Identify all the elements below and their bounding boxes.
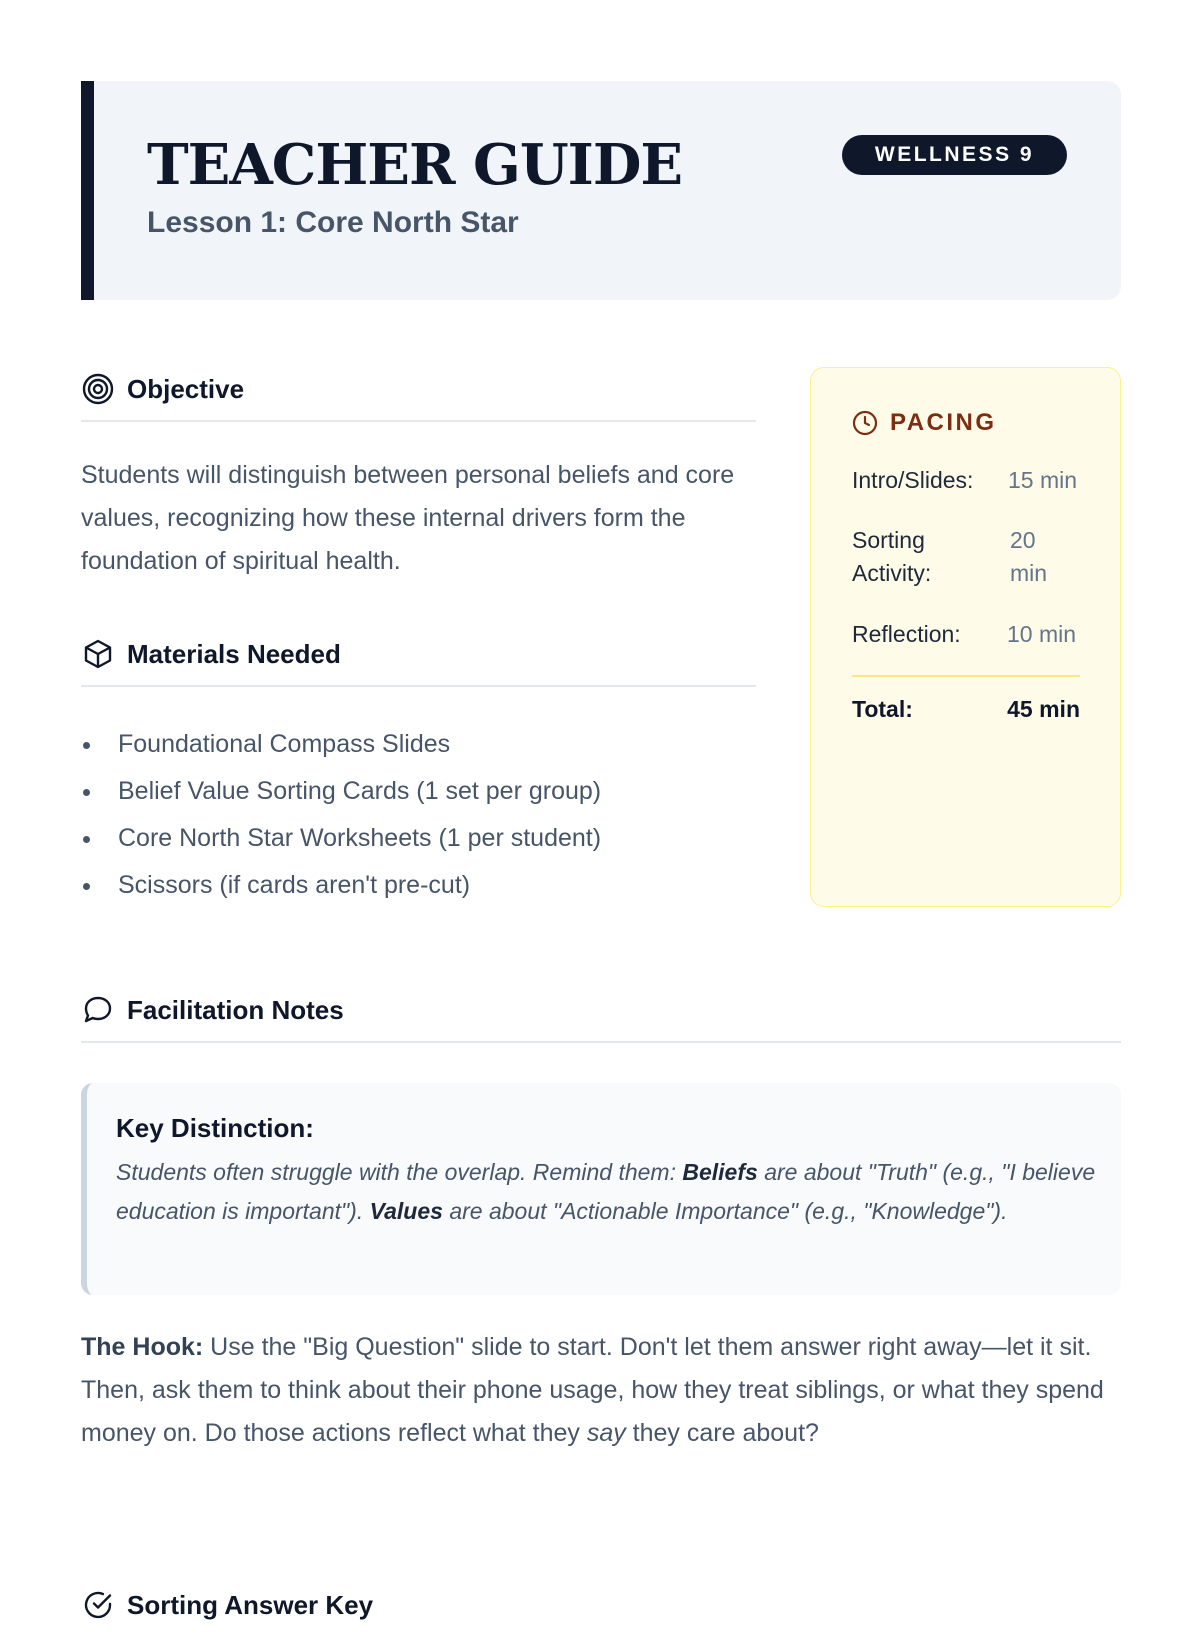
- clock-icon: [852, 410, 878, 436]
- list-item: Core North Star Worksheets (1 per student): [81, 815, 756, 862]
- pacing-row: [852, 464, 1080, 498]
- pacing-row-value: 10 min: [1007, 621, 1077, 647]
- callout-text: are about "Actionable Importance" (e.g., "Knowledge").: [442, 1197, 1008, 1224]
- callout-term-values: Values: [369, 1197, 443, 1224]
- pacing-total-row: [852, 693, 1080, 727]
- hook-text: Use the "Big Question" slide to start. Don't let them answer right away—let it sit. Then, ask them to think about their phone usage, how they treat siblings, or what they spend money on. Do those actions reflect what they: [81, 1333, 1104, 1447]
- answer-key-heading: [81, 1579, 1121, 1637]
- hook-lead: The Hook:: [81, 1333, 204, 1361]
- list-item: Scissors (if cards aren't pre-cut): [81, 862, 756, 909]
- hook-emphasis: say: [586, 1419, 626, 1447]
- pacing-heading: [852, 409, 997, 437]
- pacing-heading-label: PACING: [890, 409, 997, 436]
- hook-tail: they care about?: [625, 1419, 819, 1447]
- speech-bubble-icon: [81, 993, 115, 1027]
- pacing-row: [852, 618, 1080, 652]
- header-accent-bar: [81, 81, 94, 300]
- materials-heading-label: Materials Needed: [127, 638, 341, 669]
- lesson-subtitle: Lesson 1: Core North Star: [147, 206, 519, 239]
- pacing-row-label: Sorting Activity:: [852, 527, 932, 586]
- pacing-divider: [852, 675, 1080, 677]
- course-badge: WELLNESS 9: [842, 135, 1067, 175]
- materials-list: [81, 721, 756, 909]
- page-title: TEACHER GUIDE: [147, 132, 683, 198]
- callout-title: Key Distinction:: [116, 1113, 314, 1143]
- check-circle-icon: [81, 1588, 115, 1622]
- pacing-row-value: 20 min: [1010, 527, 1048, 586]
- facilitation-heading-label: Facilitation Notes: [127, 994, 344, 1025]
- pacing-row: [852, 524, 1080, 592]
- pacing-row-label: Intro/Slides:: [852, 467, 974, 493]
- answer-key-heading-label: Sorting Answer Key: [127, 1589, 374, 1620]
- objective-heading: [81, 364, 756, 422]
- hook-paragraph: [81, 1326, 1121, 1455]
- list-item: Foundational Compass Slides: [81, 721, 756, 768]
- objective-heading-label: Objective: [127, 373, 245, 404]
- objective-text: Students will distinguish between personal beliefs and core values, recognizing how these internal drivers form the foundation of spiritual health.: [81, 461, 735, 575]
- pacing-total-label: Total:: [852, 696, 913, 722]
- key-distinction-callout: [81, 1083, 1121, 1295]
- materials-heading: [81, 629, 756, 687]
- teacher-guide-page: [81, 81, 1121, 1620]
- callout-text: Students often struggle with the overlap. Remind them:: [116, 1159, 683, 1185]
- cube-icon: [81, 637, 115, 671]
- pacing-card: [810, 367, 1121, 907]
- callout-term-beliefs: Beliefs: [682, 1159, 758, 1185]
- pacing-total-value: 45 min: [1007, 696, 1080, 722]
- pacing-row-label: Reflection:: [852, 621, 961, 647]
- callout-text: are about "Truth" (e.g., "I believe education is important").: [116, 1159, 1096, 1224]
- target-icon: [81, 372, 115, 406]
- facilitation-heading: [81, 985, 1121, 1043]
- list-item: Belief Value Sorting Cards (1 set per group): [81, 768, 756, 815]
- pacing-row-value: 15 min: [1008, 467, 1078, 493]
- guide-header: [81, 81, 1121, 300]
- callout-body: [116, 1153, 1096, 1230]
